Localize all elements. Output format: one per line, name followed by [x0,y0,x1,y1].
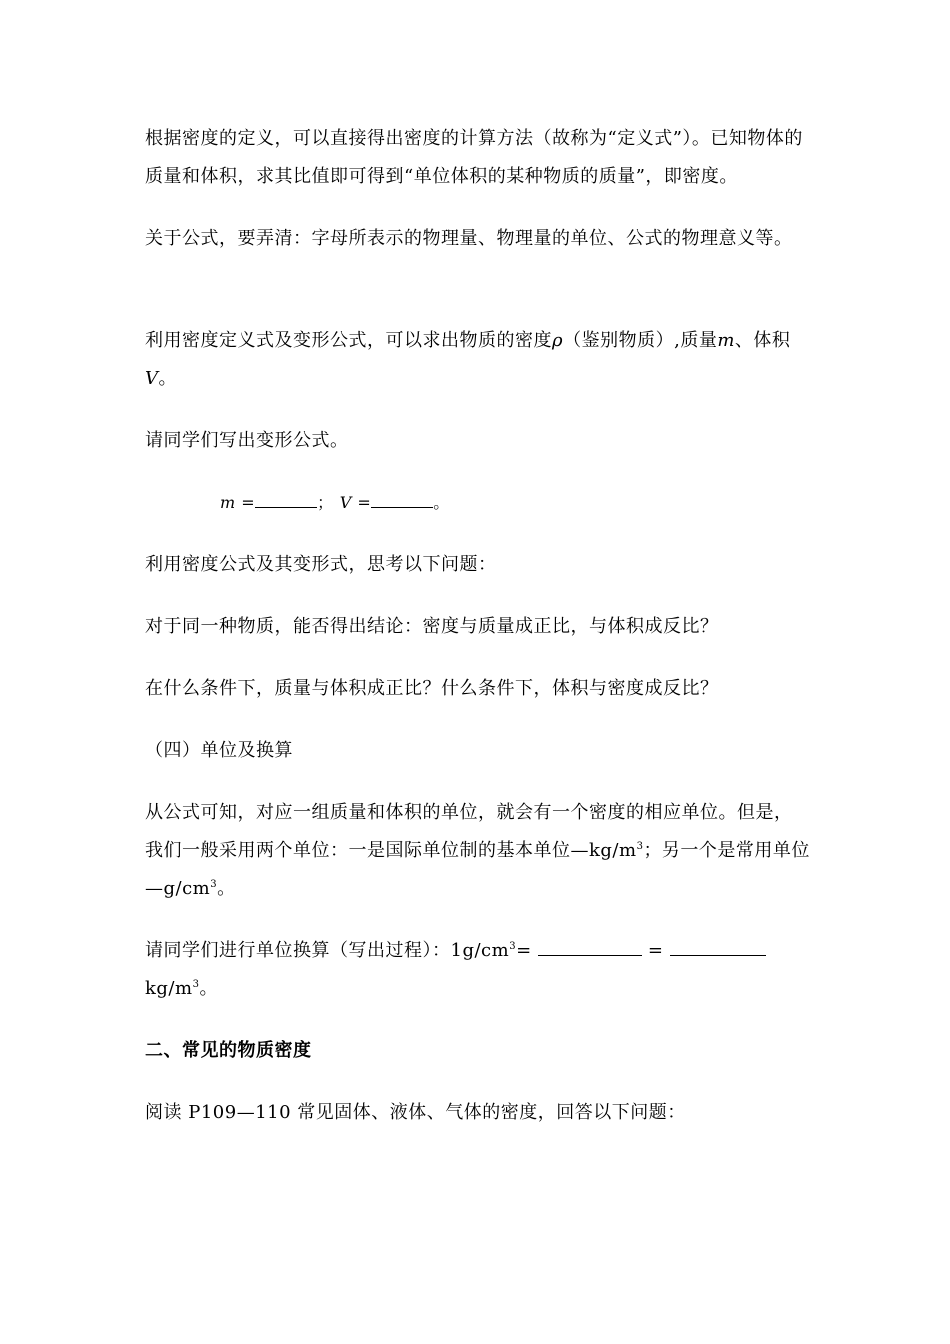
paragraph-think: 利用密度公式及其变形式，思考以下问题： [145,554,497,575]
superscript: 3 [509,941,517,952]
text: 。 [217,878,236,899]
text: = [516,940,532,961]
text: kg/m [145,978,193,999]
text: = [351,493,372,512]
volume-symbol: V [145,368,159,389]
conversion-blank-2[interactable] [670,935,766,956]
superscript: 3 [192,979,200,990]
volume-formula-blank[interactable] [371,487,433,508]
text: 。 [433,493,450,512]
document-page [145,120,810,1156]
paragraph-write-formulas: 请同学们写出变形公式。 [145,430,349,451]
question-1: 对于同一种物质，能否得出结论：密度与质量成正比，与体积成反比？ [145,616,719,637]
superscript: 3 [210,879,218,890]
rho-symbol: ρ [552,330,564,351]
text: 从公式可知，对应一组质量和体积的单位，就会有一个密度的相应单位。但是，我们一般采用两个单位：一是国际单位制的基本单位—kg/m [145,802,793,861]
text: 、体积 [734,330,791,351]
superscript: 3 [636,841,644,852]
mass-formula-blank[interactable] [255,487,317,508]
text: 利用密度定义式及变形公式，可以求出物质的密度 [145,330,552,351]
section-heading-common-densities: 二、常见的物质密度 [145,1040,312,1061]
question-2: 在什么条件下，质量与体积成正比？什么条件下，体积与密度成反比？ [145,678,719,699]
text: （鉴别物质）,质量 [563,330,718,351]
paragraph-derived-formulas [145,322,810,398]
volume-symbol: V [339,493,352,512]
text: 。 [158,368,177,389]
text: ； [317,493,334,512]
text: = [235,493,256,512]
conversion-blank-1[interactable] [538,935,642,956]
text: = [641,940,670,961]
paragraph-definition: 根据密度的定义，可以直接得出密度的计算方法（故称为“定义式”）。已知物体的质量和体积，求其比值即可得到“单位体积的某种物质的质量”，即密度。 [145,128,803,187]
paragraph-conversion [145,932,810,1008]
paragraph-reading: 阅读 P109—110 常见固体、液体、气体的密度，回答以下问题： [145,1102,686,1123]
paragraph-formula-note: 关于公式，要弄清：字母所表示的物理量、物理量的单位、公式的物理意义等。 [145,228,793,249]
spacer [145,282,810,322]
paragraph-units [145,794,810,908]
heading-units: （四）单位及换算 [145,740,293,761]
text: 。 [199,978,218,999]
text: ；另一个是常用单位—g/cm [145,840,810,899]
text: 请同学们进行单位换算（写出过程）：1g/cm [145,940,510,961]
mass-symbol: m [717,330,735,351]
mass-symbol: m [220,493,236,512]
formula-blanks [145,484,810,522]
